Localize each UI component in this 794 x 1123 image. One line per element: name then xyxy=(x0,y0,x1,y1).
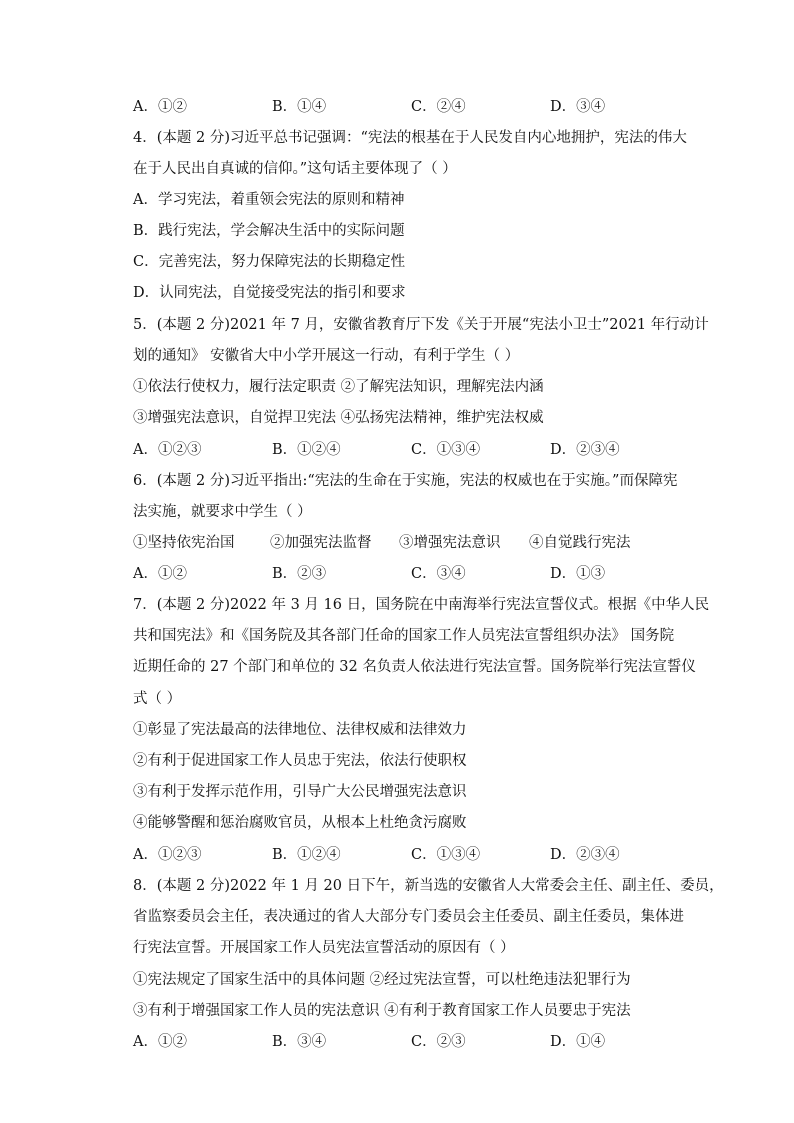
q7-stem-line-2: 共和国宪法》和《国务院及其各部门任命的国家工作人员宪法宣誓组织办法》 国务院 xyxy=(133,628,675,644)
q7-statement-2: ②有利于促进国家工作人员忠于宪法，依法行使职权 xyxy=(133,753,467,769)
q3-option-b: B．①④ xyxy=(272,99,327,115)
q5-statements-line-2: ③增强宪法意识，自觉捍卫宪法 ④弘扬宪法精神，维护宪法权威 xyxy=(133,410,544,426)
q4-choice-b: B．践行宪法，学会解决生活中的实际问题 xyxy=(133,223,405,239)
q5-option-a: A．①②③ xyxy=(133,442,202,458)
q6-option-b: B．②③ xyxy=(272,566,327,582)
q6-option-d: D．①③ xyxy=(550,566,606,582)
q6-statement-2: ②加强宪法监督 xyxy=(270,535,372,551)
q8-stem-line-3: 行宪法宣誓。开展国家工作人员宪法宣誓活动的原因有（ ） xyxy=(133,940,515,956)
q6-option-c: C．③④ xyxy=(411,566,466,582)
q4-choice-c: C．完善宪法，努力保障宪法的长期稳定性 xyxy=(133,254,406,270)
q8-options xyxy=(133,1032,673,1052)
q6-stem-line-1: 6．(本题 2 分)习近平指出:“宪法的生命在于实施，宪法的权威也在于实施。”而保障宪 xyxy=(133,473,678,489)
q3-options xyxy=(133,97,673,117)
q6-statement-1: ①坚持依宪治国 xyxy=(133,535,235,551)
q4-stem-line-1: 4．(本题 2 分)习近平总书记强调：“宪法的根基在于人民发自内心地拥护，宪法的伟大 xyxy=(133,130,687,146)
q7-statement-1: ①彰显了宪法最高的法律地位、法律权威和法律效力 xyxy=(133,722,467,738)
q6-statements xyxy=(133,533,673,553)
q7-options xyxy=(133,845,673,865)
q6-stem-line-2: 法实施，就要求中学生（ ） xyxy=(133,504,312,520)
q7-stem-line-1: 7．(本题 2 分)2022 年 3 月 16 日，国务院在中南海举行宪法宣誓仪式。根据《中华人民 xyxy=(133,597,710,613)
q5-stem-line-2: 划的通知》 安徽省大中小学开展这一行动，有利于学生（ ） xyxy=(133,348,520,364)
q3-option-c: C．②④ xyxy=(411,99,466,115)
q8-option-b: B．③④ xyxy=(272,1034,327,1050)
q7-stem-line-3: 近期任命的 27 个部门和单位的 32 名负责人依法进行宪法宣誓。国务院举行宪法宣誓仪 xyxy=(133,659,696,675)
q8-stem-line-2: 省监察委员会主任，表决通过的省人大部分专门委员会主任委员、副主任委员，集体进 xyxy=(133,909,684,925)
q3-option-a: A．①② xyxy=(133,99,187,115)
q7-option-b: B．①②④ xyxy=(272,847,341,863)
q5-stem-line-1: 5．(本题 2 分)2021 年 7 月，安徽省教育厅下发《关于开展“宪法小卫士”2021 年行动计 xyxy=(133,317,709,333)
q7-option-c: C．①③④ xyxy=(411,847,481,863)
q5-option-b: B．①②④ xyxy=(272,442,341,458)
q6-option-a: A．①② xyxy=(133,566,187,582)
q4-stem-line-2: 在于人民出自真诚的信仰。”这句话主要体现了（ ） xyxy=(133,161,457,177)
q6-statement-4: ④自觉践行宪法 xyxy=(529,535,631,551)
q4-choice-a: A．学习宪法，着重领会宪法的原则和精神 xyxy=(133,192,405,208)
q8-statements-line-2: ③有利于增强国家工作人员的宪法意识 ④有利于教育国家工作人员要忠于宪法 xyxy=(133,1003,631,1019)
q7-statement-3: ③有利于发挥示范作用，引导广大公民增强宪法意识 xyxy=(133,784,467,800)
q8-option-a: A．①② xyxy=(133,1034,187,1050)
q7-option-a: A．①②③ xyxy=(133,847,202,863)
q7-option-d: D．②③④ xyxy=(550,847,620,863)
q7-statement-4: ④能够警醒和惩治腐败官员，从根本上杜绝贪污腐败 xyxy=(133,815,467,831)
q8-option-c: C．②③ xyxy=(411,1034,466,1050)
q4-choice-d: D．认同宪法，自觉接受宪法的指引和要求 xyxy=(133,285,406,301)
q6-options xyxy=(133,564,673,584)
q5-option-c: C．①③④ xyxy=(411,442,481,458)
q8-option-d: D．①④ xyxy=(550,1034,606,1050)
q5-options xyxy=(133,440,673,460)
q3-option-d: D．③④ xyxy=(550,99,606,115)
q7-stem-line-4: 式（ ） xyxy=(133,691,182,707)
q8-stem-line-1: 8．(本题 2 分)2022 年 1 月 20 日下午，新当选的安徽省人大常委会主任、副主任、委员， xyxy=(133,878,724,894)
q5-statements-line-1: ①依法行使权力，履行法定职责 ②了解宪法知识，理解宪法内涵 xyxy=(133,379,544,395)
q5-option-d: D．②③④ xyxy=(550,442,620,458)
q8-statements-line-1: ①宪法规定了国家生活中的具体问题 ②经过宪法宣誓，可以杜绝违法犯罪行为 xyxy=(133,972,631,988)
q6-statement-3: ③增强宪法意识 xyxy=(399,535,501,551)
